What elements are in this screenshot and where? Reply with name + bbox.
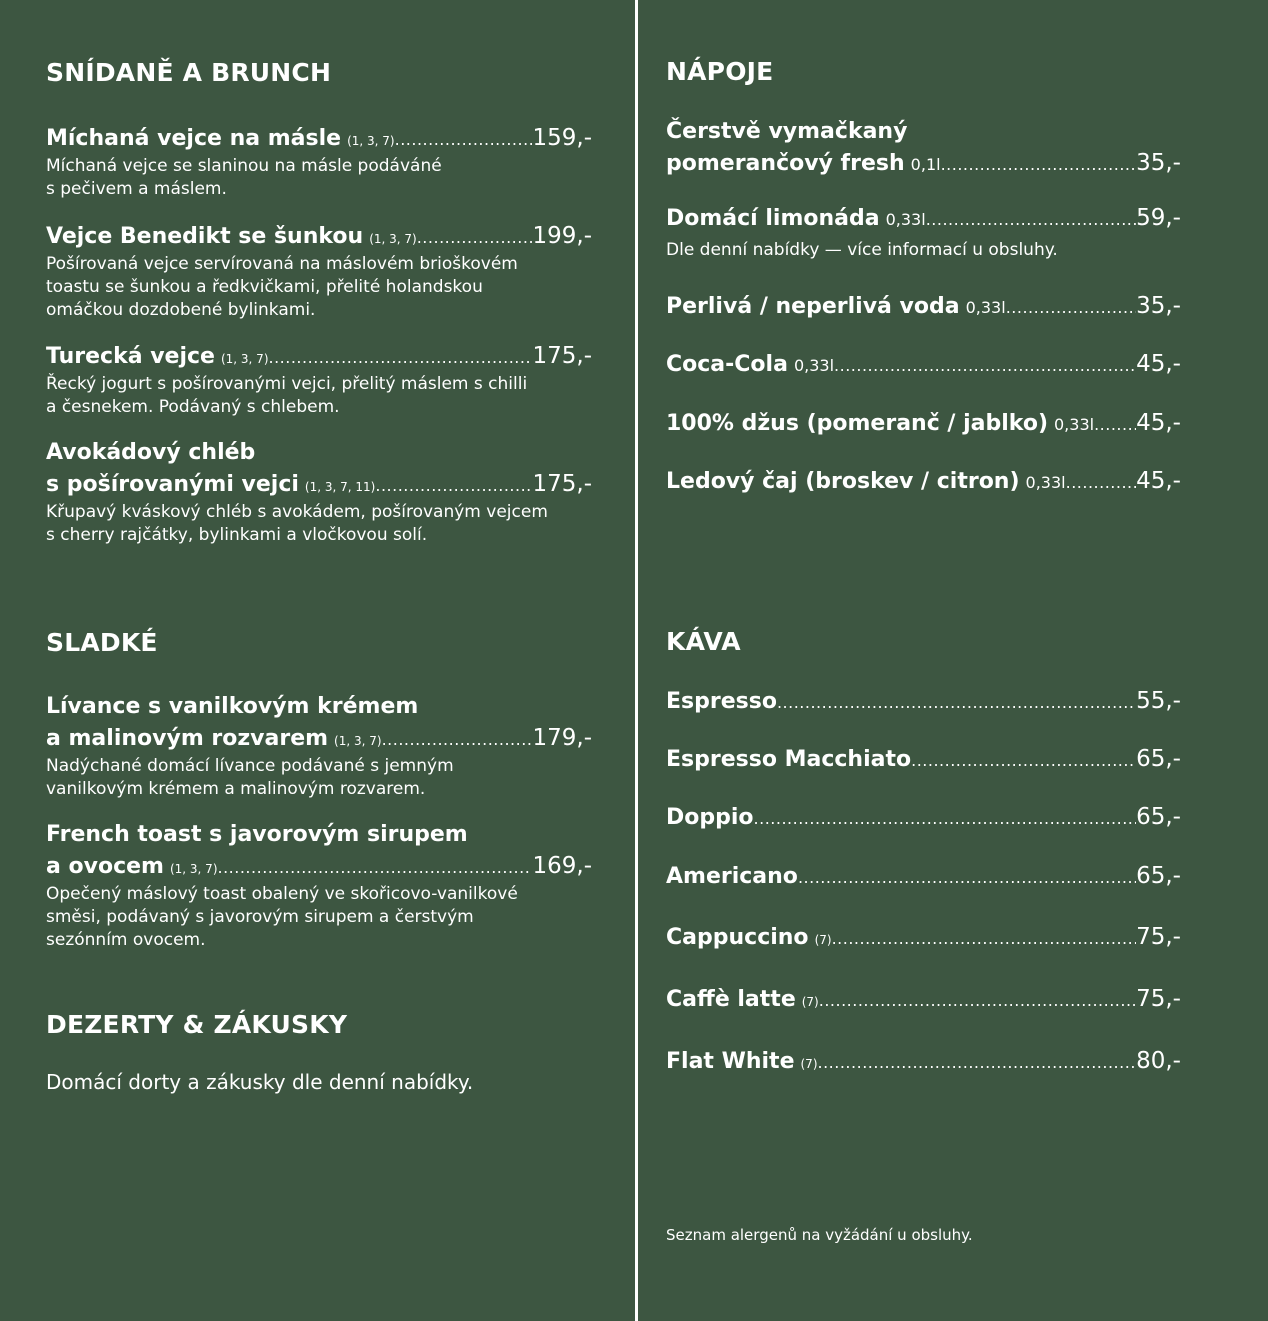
- coffee-item: [666, 984, 1181, 1016]
- item-description: Míchaná vejce se slaninou na másle podáváné: [46, 156, 442, 176]
- dot-leader: [834, 350, 1136, 381]
- dot-leader: [1094, 409, 1136, 440]
- item-description: Opečený máslový toast obalený ve skořicovo-vanilkové: [46, 884, 518, 904]
- drink-item: [666, 115, 1181, 180]
- menu-item: [46, 690, 592, 801]
- menu-item: [46, 818, 592, 952]
- menu-item: [46, 221, 592, 322]
- item-name: Flat White: [666, 1049, 795, 1074]
- menu-item-row: [666, 203, 1181, 235]
- dot-leader: [754, 803, 1137, 834]
- desserts-text: Domácí dorty a zákusky dle denní nabídky.: [46, 1070, 474, 1094]
- dot-leader: [818, 1047, 1137, 1078]
- item-price: 45,-: [1136, 351, 1181, 377]
- menu-item: [46, 436, 592, 547]
- dot-leader: [777, 687, 1136, 718]
- item-description: Nadýchané domácí lívance podávané s jemným: [46, 756, 454, 776]
- item-price: 65,-: [1136, 863, 1181, 889]
- item-price: 175,-: [532, 471, 592, 497]
- item-volume: 0,33l: [1025, 473, 1066, 492]
- item-price: 169,-: [532, 853, 592, 879]
- item-name: Doppio: [666, 805, 754, 830]
- item-name-line: Lívance s vanilkovým krémem: [46, 694, 419, 719]
- item-volume: 0,33l: [793, 356, 835, 375]
- menu-item-row: [666, 686, 1181, 718]
- item-price: 65,-: [1136, 746, 1181, 772]
- coffee-item: [666, 686, 1181, 718]
- item-name: Ledový čaj (broskev / citron): [666, 469, 1020, 494]
- item-price: 35,-: [1136, 150, 1181, 176]
- dot-leader: [819, 985, 1136, 1016]
- item-name: Cappuccino: [666, 925, 809, 950]
- item-price: 55,-: [1136, 688, 1181, 714]
- menu-item-row: Caffè latte (7) ..... 75,-: [666, 984, 1181, 1016]
- item-price: 80,-: [1136, 1048, 1181, 1074]
- item-name: Vejce Benedikt se šunkou: [46, 224, 364, 249]
- menu-item-row: a ovocem (1, 3, 7) ..... 169,-: [46, 851, 592, 883]
- menu-item-row: [666, 291, 1181, 323]
- item-price: 179,-: [532, 725, 592, 751]
- section-heading-coffee: KÁVA: [666, 627, 741, 656]
- dot-leader: [417, 222, 533, 253]
- item-volume: 0,33l: [885, 210, 926, 229]
- menu-item-row: [666, 744, 1181, 776]
- section-heading-desserts: DEZERTY & ZÁKUSKY: [46, 1010, 348, 1039]
- item-name: Caffè latte: [666, 987, 796, 1012]
- item-description: Řecký jogurt s pošírovanými vejci, přelitý máslem s chilli: [46, 374, 528, 394]
- item-price: 199,-: [532, 223, 592, 249]
- item-description: směsi, podávaný s javorovým sirupem a čerstvým: [46, 907, 474, 927]
- allergen-footer-note: Seznam alergenů na vyžádání u obsluhy.: [666, 1226, 973, 1244]
- drink-item: [666, 408, 1181, 440]
- item-name: 100% džus (pomeranč / jablko): [666, 411, 1048, 436]
- coffee-item: [666, 861, 1181, 893]
- item-name: Espresso Macchiato: [666, 747, 912, 772]
- dot-leader: [1066, 467, 1137, 498]
- item-price: 159,-: [532, 125, 592, 151]
- item-description: sezónním ovocem.: [46, 930, 206, 950]
- dot-leader: [382, 724, 533, 755]
- item-note: Dle denní nabídky — více informací u obsluhy.: [666, 240, 1058, 260]
- item-volume: 0,33l: [1054, 415, 1095, 434]
- item-price: 75,-: [1136, 986, 1181, 1012]
- coffee-item: [666, 922, 1181, 954]
- dot-leader: [395, 124, 533, 155]
- item-name: Americano: [666, 864, 798, 889]
- item-name: Perlivá / neperlivá voda: [666, 294, 960, 319]
- menu-item-row: Míchaná vejce na másle (1, 3, 7) ..... 159,-: [46, 123, 592, 155]
- drink-item: [666, 203, 1181, 262]
- item-description: Pošírovaná vejce servírovaná na máslovém brioškovém: [46, 254, 518, 274]
- dot-leader: [941, 149, 1137, 180]
- dot-leader: [269, 342, 533, 373]
- item-name: Domácí limonáda: [666, 206, 880, 231]
- column-divider: [635, 0, 638, 1321]
- drink-item: [666, 291, 1181, 323]
- item-description: vanilkovým krémem a malinovým rozvarem.: [46, 779, 426, 799]
- item-volume: 0,1l: [910, 155, 941, 174]
- item-description: omáčkou dozdobené bylinkami.: [46, 300, 316, 320]
- item-description: s cherry rajčátky, bylinkami a vločkovou solí.: [46, 525, 428, 545]
- item-name: Míchaná vejce na másle: [46, 126, 342, 151]
- drink-item: [666, 466, 1181, 498]
- dot-leader: [926, 204, 1136, 235]
- section-heading-sweet: SLADKÉ: [46, 628, 158, 657]
- item-description: Křupavý kváskový chléb s avokádem, pošírovaným vejcem: [46, 502, 548, 522]
- menu-item-row: [666, 408, 1181, 440]
- dot-leader: [798, 862, 1136, 893]
- menu-item-row: s pošírovanými vejci (1, 3, 7, 11) ..... 175,-: [46, 469, 592, 501]
- dot-leader: [911, 745, 1136, 776]
- menu-item-row: [666, 466, 1181, 498]
- dot-leader: [832, 923, 1137, 954]
- menu-item-row: [666, 349, 1181, 381]
- item-description: s pečivem a máslem.: [46, 179, 227, 199]
- item-name: Espresso: [666, 689, 777, 714]
- menu-item-row: Turecká vejce (1, 3, 7) ..... 175,-: [46, 341, 592, 373]
- menu-item-row: [666, 861, 1181, 893]
- item-price: 35,-: [1136, 293, 1181, 319]
- section-heading-breakfast: SNÍDANĚ A BRUNCH: [46, 58, 332, 87]
- item-price: 45,-: [1136, 468, 1181, 494]
- item-volume: 0,33l: [965, 298, 1006, 317]
- menu-item-row: [666, 802, 1181, 834]
- menu-item: [46, 341, 592, 419]
- item-name-line: Avokádový chléb: [46, 440, 256, 465]
- coffee-item: [666, 744, 1181, 776]
- item-name: Coca-Cola: [666, 352, 788, 377]
- dot-leader: [218, 852, 533, 883]
- dot-leader: [1006, 292, 1136, 323]
- drink-item: [666, 349, 1181, 381]
- item-description: a česnekem. Podávaný s chlebem.: [46, 397, 340, 417]
- item-price: 175,-: [532, 343, 592, 369]
- menu-item-row: Flat White (7) ..... 80,-: [666, 1046, 1181, 1078]
- item-price: 65,-: [1136, 804, 1181, 830]
- menu-item-row: Cappuccino (7) ..... 75,-: [666, 922, 1181, 954]
- menu-item-row: Vejce Benedikt se šunkou (1, 3, 7) ..... 199,-: [46, 221, 592, 253]
- item-price: 45,-: [1136, 410, 1181, 436]
- item-name: a ovocem: [46, 854, 164, 879]
- item-name: a malinovým rozvarem: [46, 726, 329, 751]
- item-price: 59,-: [1136, 205, 1181, 231]
- item-name-line: Čerstvě vymačkaný: [666, 119, 908, 144]
- menu-item-row: a malinovým rozvarem (1, 3, 7) ..... 179,-: [46, 723, 592, 755]
- item-description: toastu se šunkou a ředkvičkami, přelité holandskou: [46, 277, 483, 297]
- item-name: s pošírovanými vejci: [46, 472, 299, 497]
- coffee-item: [666, 1046, 1181, 1078]
- item-name-line: French toast s javorovým sirupem: [46, 822, 468, 847]
- dot-leader: [375, 470, 532, 501]
- section-heading-drinks: NÁPOJE: [666, 57, 774, 86]
- menu-item-row: [666, 148, 1181, 180]
- coffee-item: [666, 802, 1181, 834]
- item-name: pomerančový fresh: [666, 151, 905, 176]
- menu-item: [46, 123, 592, 201]
- item-name: Turecká vejce: [46, 344, 215, 369]
- item-price: 75,-: [1136, 924, 1181, 950]
